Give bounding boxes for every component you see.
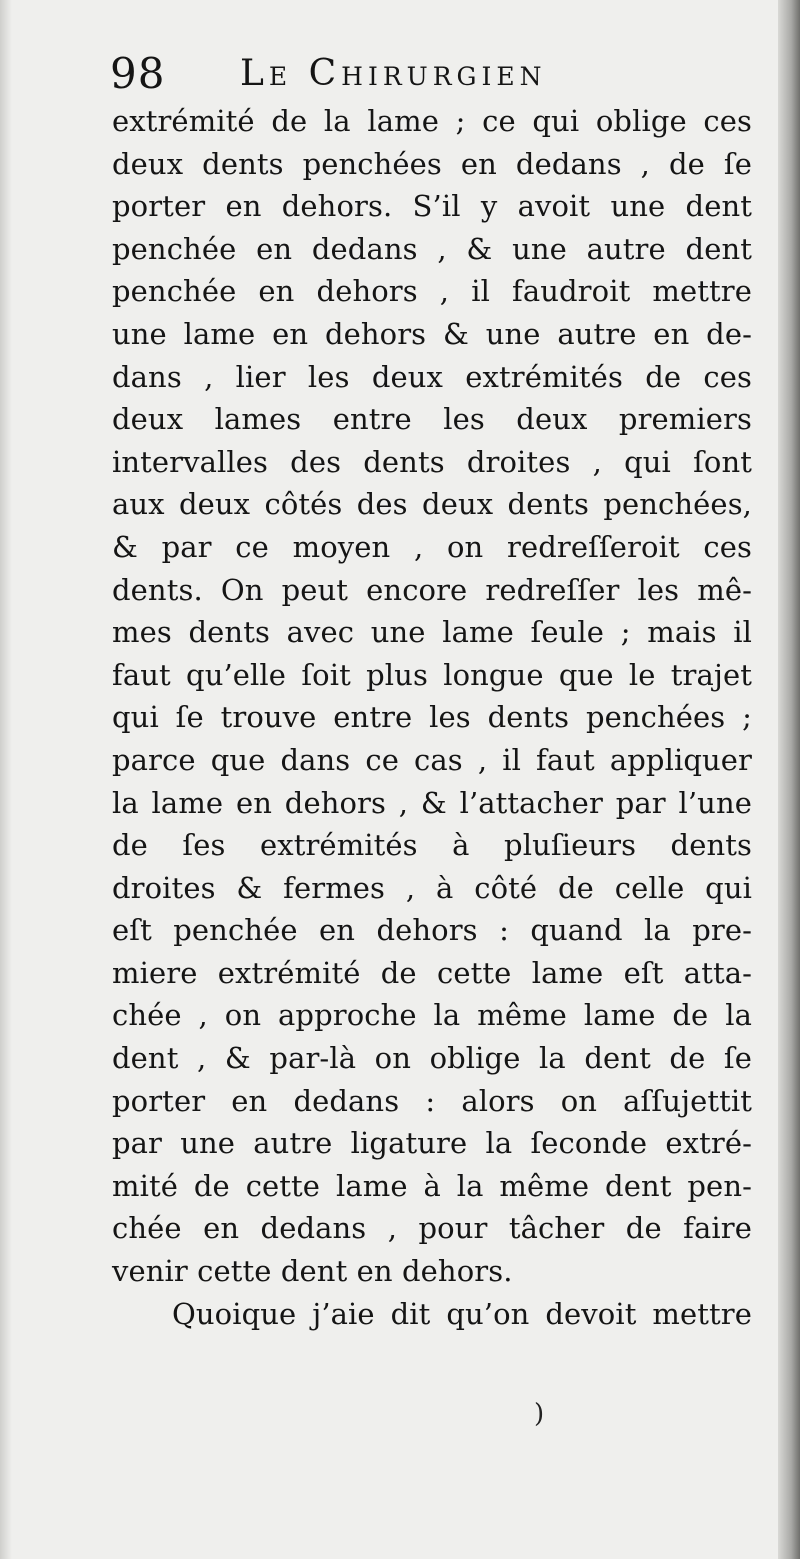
- body-text: [112, 100, 752, 1335]
- text-line: mes dents avec une lame ſeule ; mais il: [112, 615, 752, 650]
- text-line: faut qu’elle ſoit plus longue que le trajet: [112, 657, 752, 692]
- text-line: miere extrémité de cette lame eſt atta-: [112, 955, 752, 990]
- catchword: ): [534, 1399, 545, 1429]
- text-line: porter en dehors. S’il y avoit une dent: [112, 189, 752, 224]
- text-line-paragraph-start: Quoique j’aie dit qu’on devoit mettre: [172, 1296, 752, 1331]
- text-line: mité de cette lame à la même dent pen-: [112, 1168, 752, 1203]
- text-line: dans , lier les deux extrémités de ces: [112, 359, 752, 394]
- text-line: qui ſe trouve entre les dents penchées ;: [112, 700, 752, 735]
- text-line: dent , & par-là on oblige la dent de ſe: [112, 1041, 752, 1076]
- text-line: dents. On peut encore redreſſer les mê-: [112, 572, 752, 607]
- text-line: penchée en dehors , il faudroit mettre: [112, 274, 752, 309]
- text-line: chée en dedans , pour tâcher de faire: [112, 1211, 752, 1246]
- text-line: droites & fermes , à côté de celle qui: [112, 870, 752, 905]
- text-line: extrémité de la lame ; ce qui oblige ces: [112, 104, 752, 138]
- text-line: & par ce moyen , on redreſſeroit ces: [112, 529, 752, 564]
- text-line: par une autre ligature la ſeconde extré-: [112, 1126, 752, 1161]
- text-line: deux lames entre les deux premiers: [112, 402, 752, 437]
- text-line: aux deux côtés des deux dents penchées,: [112, 487, 752, 522]
- text-line-paragraph-end: venir cette dent en dehors.: [112, 1254, 513, 1289]
- text-line: penchée en dedans , & une autre dent: [112, 231, 752, 266]
- text-line: intervalles des dents droites , qui ſont: [112, 444, 752, 479]
- page-header: [110, 44, 750, 104]
- text-line: deux dents penchées en dedans , de ſe: [112, 146, 752, 181]
- text-line: la lame en dehors , & l’attacher par l’une: [112, 785, 752, 820]
- text-line: parce que dans ce cas , il faut appliquer: [112, 742, 752, 777]
- text-line: chée , on approche la même lame de la: [112, 998, 752, 1033]
- page-left-edge: [0, 0, 12, 1559]
- text-line: une lame en dehors & une autre en de-: [112, 316, 752, 351]
- text-line: porter en dedans : alors on aſſujettit: [112, 1083, 752, 1118]
- page-right-edge: [778, 0, 800, 1559]
- running-head: Le Chirurgien: [240, 53, 547, 94]
- page-number: 98: [110, 49, 166, 98]
- text-line: de ſes extrémités à pluſieurs dents: [112, 828, 752, 863]
- text-line: eſt penchée en dehors : quand la pre-: [112, 913, 752, 948]
